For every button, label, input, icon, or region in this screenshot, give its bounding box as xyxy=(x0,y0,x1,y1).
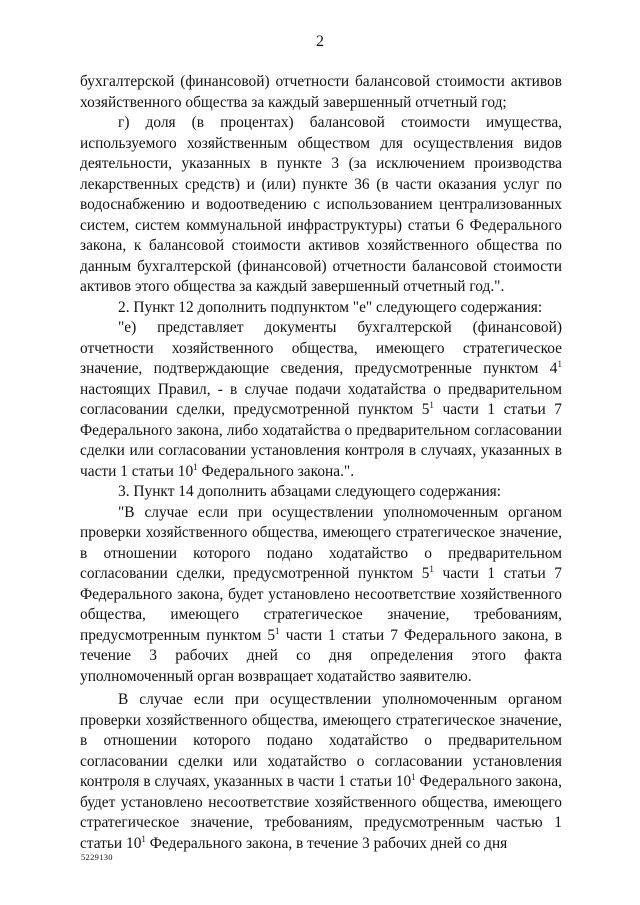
text-run: Федерального закона, будет установлено несоответствие хозяйственного общества, имеющего стратегическое значение, требованиям, предусмотренным частью 1 статьи 10 xyxy=(80,773,562,852)
paragraph-subpoint-e xyxy=(80,318,562,482)
text-run: "В случае если при осуществлении уполномоченным органом проверки хозяйственного общества, имеющего стратегическое значение, в отношении которого подано ходатайство о предварительном согласовании сделки, предусмотренной пунктом 5 xyxy=(80,503,562,582)
page-number: 2 xyxy=(316,33,324,50)
paragraph-point-2: 2. Пункт 12 дополнить подпунктом "е" следующего содержания: xyxy=(118,298,543,316)
text-run: Федерального закона, в течение 3 рабочих дней со дня xyxy=(145,834,508,852)
superscript: 1 xyxy=(193,461,198,472)
paragraph-quote-1 xyxy=(80,503,562,688)
paragraph-quote-2 xyxy=(80,690,562,854)
text-run: Федерального закона.". xyxy=(197,462,355,480)
superscript: 1 xyxy=(411,772,416,782)
text-run: части 1 статьи 7 Федерального закона, будет установлено несоответствие хозяйственного общества, имеющего стратегическое значение, требованиям, предусмотренным пунктом 5 xyxy=(80,565,562,644)
text-run: части 1 статьи 7 Федерального закона, в течение 3 рабочих дней со дня определения этого факта уполномоченный орган возвращает ходатайство заявителю. xyxy=(80,626,562,685)
paragraph-item-g: г) доля (в процентах) балансовой стоимости имущества, используемого хозяйственным обществом для осуществления видов деятельности, указанных в пункте 3 (за исключением производства лекарственных средств) и (или) пункте 36 (в части оказания услуг по водоснабжению и водоотведению с использованием централизованных систем, систем коммунальной инфраструктуры) статьи 6 Федерального закона, к балансовой стоимости активов хозяйственного общества по данным бухгалтерской (финансовой) отчетности балансовой стоимости активов этого общества за каждый завершенный отчетный год.". xyxy=(80,114,562,295)
text-run: части 1 статьи 7 Федерального закона, либо ходатайства о предварительном согласовании сделки или согласовании установления контроля в случаях, указанных в части 1 статьи 10 xyxy=(80,401,562,480)
text-run: настоящих Правил, - в случае подачи ходатайства о предварительном согласовании сделки, предусмотренной пунктом 5 xyxy=(80,380,562,418)
document-code: 5229130 xyxy=(81,852,113,862)
superscript: 1 xyxy=(557,359,562,369)
superscript: 1 xyxy=(141,833,146,844)
paragraph-point-3: 3. Пункт 14 дополнить абзацами следующего содержания: xyxy=(118,483,502,500)
superscript: 1 xyxy=(275,625,280,636)
text-run: "е) представляет документы бухгалтерской (финансовой) отчетности хозяйственного общества, имеющего стратегическое значение, подтверждающие сведения, предусмотренные пунктом 4 xyxy=(80,319,562,377)
text-run: В случае если при осуществлении уполномоченным органом проверки хозяйственного общества, имеющего стратегическое значение, в отношении которого подано ходатайство о предварительном согласовании сделки или ходатайство о согласовании установления контроля в случаях, указанных в части 1 статьи 10 xyxy=(80,691,562,790)
superscript: 1 xyxy=(429,564,434,574)
paragraph-continuation: бухгалтерской (финансовой) отчетности балансовой стоимости активов хозяйственного общества за каждый завершенный отчетный год; xyxy=(80,73,562,111)
superscript: 1 xyxy=(429,400,434,410)
document-body xyxy=(80,72,562,854)
